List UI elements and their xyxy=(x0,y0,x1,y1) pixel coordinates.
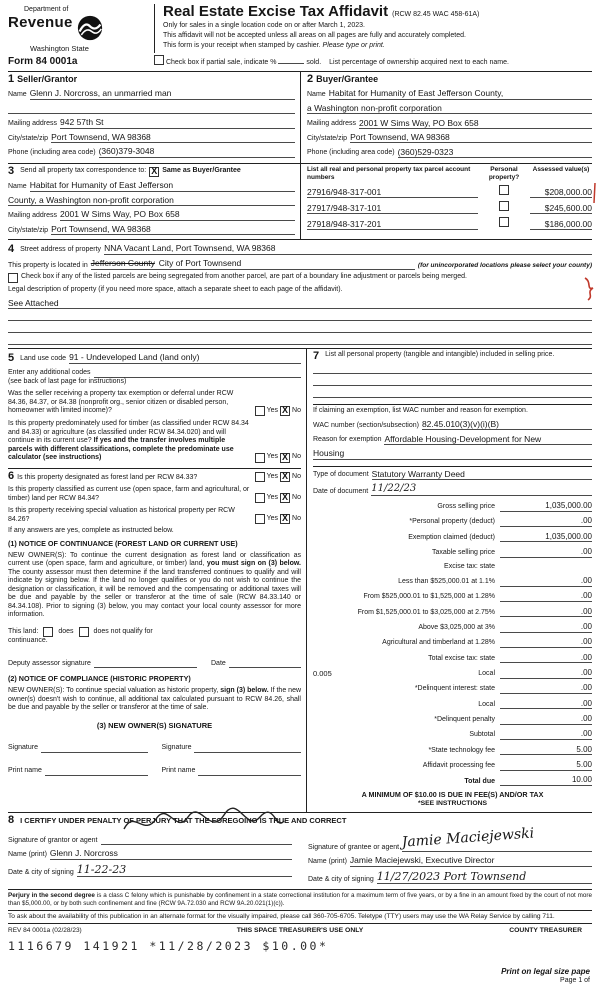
yes-label: Yes xyxy=(266,472,279,480)
tax-correspondence-section xyxy=(8,164,300,239)
buyer-section-number: 2 xyxy=(307,72,314,85)
personal-property-blank-line[interactable] xyxy=(313,386,592,398)
certification-section xyxy=(8,812,592,884)
continuance-qualify-row xyxy=(8,627,301,637)
buyer-mailing-value[interactable]: 2001 W Sims Way, PO Box 658 xyxy=(359,118,592,129)
revenue-wordmark: Revenue xyxy=(8,13,73,31)
seller-section xyxy=(8,72,300,163)
grantee-signature: Jamie Maciejewski xyxy=(401,825,535,851)
tax-label: Local xyxy=(478,700,495,708)
tax-row-delinquent-interest-state xyxy=(313,683,592,694)
assessor-signature-row xyxy=(8,657,301,668)
deferral-yes-checkbox[interactable] xyxy=(255,406,265,416)
tax-value[interactable]: 1,035,000.00 xyxy=(500,501,592,512)
rev-number: REV 84 0001a (02/28/23) xyxy=(8,926,82,934)
no-label: No xyxy=(292,406,301,414)
county-treasurer-label: COUNTY TREASURER xyxy=(509,926,582,934)
corr-city-label: City/state/zip xyxy=(8,226,49,234)
tax-value[interactable]: .00 xyxy=(500,653,592,664)
owner-print-name-row xyxy=(8,765,301,776)
forest-yes-no xyxy=(255,472,301,482)
tax-value[interactable]: .00 xyxy=(500,622,592,633)
tax-value[interactable]: .00 xyxy=(500,637,592,648)
subheader-row xyxy=(8,55,592,71)
tax-value[interactable]: .00 xyxy=(500,576,592,587)
local-rate: 0.005 xyxy=(313,669,332,679)
parcel-table xyxy=(300,164,592,239)
land-use-section xyxy=(8,352,301,462)
form-number: Form 84 0001a xyxy=(8,55,78,67)
tax-value xyxy=(500,562,592,571)
tax-row-delinquent-interest-local xyxy=(313,699,592,710)
tax-value[interactable]: 1,035,000.00 xyxy=(500,532,592,543)
seller-phone-label: Phone (including area code) xyxy=(8,149,96,157)
note-single-location: Only for sales in a single location code on or after March 1, 2023. xyxy=(163,22,365,29)
if-yes-note: If any answers are yes, complete as instructed below. xyxy=(8,527,174,535)
grantor-signature-label: Signature of grantor or agent xyxy=(8,836,98,844)
tax-row-total-state xyxy=(313,653,592,664)
wac-number-value[interactable]: 82.45.010(3)(v)(i)(B) xyxy=(422,419,592,430)
page-title-text: Real Estate Excise Tax Affidavit xyxy=(163,3,389,20)
tax-label: Less than $525,000.01 at 1.1% xyxy=(398,578,495,586)
section4-number: 4 xyxy=(8,242,15,255)
legal-description-blank-line[interactable] xyxy=(8,333,592,345)
corr-mailing-value[interactable]: 2001 W Sims Way, PO Box 658 xyxy=(60,209,295,220)
parcel-table-header xyxy=(307,166,592,182)
deputy-assessor-signature-field[interactable] xyxy=(94,657,197,668)
owner-print-name-field[interactable] xyxy=(45,765,148,776)
assessed-value[interactable]: $245,600.00 xyxy=(530,203,592,214)
tax-label: Affidavit processing fee xyxy=(422,762,495,770)
parcel-row xyxy=(307,201,592,214)
see-instructions-note: *SEE INSTRUCTIONS xyxy=(417,799,488,807)
tax-value[interactable]: 5.00 xyxy=(500,760,592,771)
section3-intro: Send all property tax correspondence to: xyxy=(20,167,147,175)
right-column xyxy=(307,349,592,812)
historic-no-checkbox[interactable] xyxy=(280,514,290,524)
tax-row-total-due xyxy=(313,775,592,786)
accessibility-notice: To ask about the availability of this publication in an alternate format for the visually impaired, please call 360-705-6705. Teletype (TTY) users may use the WA Relay Service by calling 711. xyxy=(8,912,555,920)
forest-question-text: Is this property designated as forest land per RCW 84.33? xyxy=(17,473,198,481)
legal-description-blank-line[interactable] xyxy=(8,309,592,321)
street-address-value[interactable]: NNA Vacant Land, Port Townsend, WA 98368 xyxy=(104,243,592,254)
cashier-stamp: 1116679 141921 *11/28/2023 $10.00* xyxy=(8,938,329,953)
no-label: No xyxy=(292,472,301,480)
partial-sale-label: Check box if partial sale, indicate % xyxy=(165,59,277,67)
personal-property-checkbox[interactable] xyxy=(499,185,509,195)
seller-city-value[interactable]: Port Townsend, WA 98368 xyxy=(51,132,295,143)
title-block xyxy=(154,4,592,53)
tax-label: Total excise tax: state xyxy=(428,654,495,662)
grantor-print-name-label: Name (print) xyxy=(8,851,47,859)
yes-label: Yes xyxy=(266,406,279,414)
tax-value[interactable]: .00 xyxy=(500,516,592,527)
seller-name-extra-line[interactable] xyxy=(8,103,295,114)
tax-row-technology-fee xyxy=(313,745,592,756)
treasurer-divider xyxy=(8,923,592,924)
exemption-divider xyxy=(313,404,592,405)
tax-label: Excise tax: state xyxy=(444,562,495,570)
type-or-print-note: Please type or print. xyxy=(322,42,385,50)
tax-row-agricultural xyxy=(313,637,592,648)
tax-row-subtotal xyxy=(313,729,592,740)
grantee-print-name-value[interactable]: Jamie Maciejewski, Executive Director xyxy=(350,855,592,866)
grantee-print-name-label: Name (print) xyxy=(308,858,347,866)
land-use-code-value[interactable]: 91 - Undeveloped Land (land only) xyxy=(69,352,301,363)
segregated-label: Check box if any of the listed parcels are being segregated from another parcel, are part of a boundary line adjustment or parcels being merged. xyxy=(21,273,467,281)
buyer-city-label: City/state/zip xyxy=(307,134,348,142)
tax-label: Agricultural and timberland at 1.28% xyxy=(382,639,495,647)
same-as-buyer-label: Same as Buyer/Grantee xyxy=(162,167,241,175)
unincorporated-note: (for unincorporated locations please select your county) xyxy=(417,262,592,270)
does-not-label: does not qualify for xyxy=(93,627,153,635)
parcel-number[interactable]: 27916/948-317-001 xyxy=(307,187,478,198)
seller-name-label: Name xyxy=(8,91,27,99)
located-in-value[interactable] xyxy=(91,258,415,271)
additional-codes-label: Enter any additional codes xyxy=(8,369,91,377)
wac-number-label: WAC number (section/subsection) xyxy=(313,421,419,429)
legal-description-blank-line[interactable] xyxy=(8,321,592,333)
partial-sale-group xyxy=(154,55,321,68)
tax-label: From $1,525,000.01 to $3,025,000 at 2.75% xyxy=(357,608,495,616)
document-type-value[interactable]: Statutory Warranty Deed xyxy=(372,469,592,480)
page-title xyxy=(163,4,592,21)
current-use-yes-no xyxy=(255,493,301,503)
timber-yes-no xyxy=(255,453,301,463)
tax-row-tier3 xyxy=(313,607,592,618)
owner-print-name-field[interactable] xyxy=(198,765,301,776)
tax-label: *Delinquent interest: state xyxy=(414,685,495,693)
section6-number: 6 xyxy=(8,469,15,482)
no-label: No xyxy=(292,515,301,523)
document-date-value[interactable]: 11/22/23 xyxy=(371,483,592,496)
current-use-no-checkbox[interactable] xyxy=(280,493,290,503)
grantee-signature-field[interactable] xyxy=(401,825,592,852)
corr-name-label: Name xyxy=(8,183,27,191)
owner-signature-field[interactable] xyxy=(194,742,301,753)
buyer-mailing-label: Mailing address xyxy=(307,120,357,128)
tax-computation-block xyxy=(313,469,592,809)
perjury-lead: Perjury in the second degree xyxy=(8,892,95,900)
notice-compliance-title: (2) NOTICE OF COMPLIANCE (HISTORIC PROPERTY) xyxy=(8,674,191,684)
note-not-accepted: This affidavit will not be accepted unless all areas on all pages are fully and accurately completed. xyxy=(163,32,466,40)
same-as-buyer-checkbox[interactable] xyxy=(149,167,159,177)
tax-label: From $525,000.01 to $1,525,000 at 1.28% xyxy=(363,593,495,601)
buyer-phone-value[interactable]: (360)529-0323 xyxy=(398,147,592,158)
main-columns xyxy=(8,348,592,812)
owner-print-name-label: Print name xyxy=(161,767,196,775)
parcel-row xyxy=(307,185,592,198)
additional-codes-note: (see back of last page for instructions) xyxy=(8,377,127,385)
deferral-yes-no xyxy=(255,406,301,416)
exemption-reason-value[interactable]: Affordable Housing-Development for New xyxy=(384,434,592,445)
partial-sale-sold-label: sold. xyxy=(306,59,322,67)
washington-state-label: Washington State xyxy=(30,44,89,54)
exemption-reason-label: Reason for exemption xyxy=(313,436,382,444)
forest-question xyxy=(8,471,251,483)
notice1-pre: NEW OWNER(S): To continue the current designation as forest land or classification as current use (open space, farm and agriculture, or timber) land, xyxy=(8,551,301,568)
does-not-qualify-checkbox[interactable] xyxy=(79,627,89,637)
does-qualify-checkbox[interactable] xyxy=(43,627,53,637)
tax-correspondence-row xyxy=(8,163,592,239)
timber-yes-checkbox[interactable] xyxy=(255,453,265,463)
yes-label: Yes xyxy=(266,494,279,501)
notice2-pre: NEW OWNER(S): To continue special valuation as historic property, xyxy=(8,687,219,695)
parties-row xyxy=(8,71,592,163)
department-of-label: Department of xyxy=(24,6,69,13)
tax-row-delinquent-penalty xyxy=(313,714,592,725)
legal-description-label: Legal description of property (if you need more space, attach a separate sheet to each page of the affidavit). xyxy=(8,286,343,294)
tax-label: Exemption claimed (deduct) xyxy=(408,533,495,541)
no-label: No xyxy=(292,453,301,461)
seller-mailing-value[interactable]: 942 57th St xyxy=(60,117,295,128)
property-location-section xyxy=(8,239,592,348)
deferral-question: Was the seller receiving a property tax exemption or deferral under RCW 84.36, 84.37, or 84.38 (nonprofit org., senior citizen or disabled person, homeowner with limited income)? xyxy=(8,390,234,415)
seller-mailing-label: Mailing address xyxy=(8,120,58,128)
deputy-assessor-signature-label: Deputy assessor signature xyxy=(8,659,91,667)
owner-signature-field[interactable] xyxy=(41,742,148,753)
section6-divider xyxy=(8,468,301,469)
corr-city-value[interactable]: Port Townsend, WA 98368 xyxy=(51,224,295,235)
revenue-logo-icon xyxy=(77,15,103,45)
tax-value[interactable]: .00 xyxy=(500,607,592,618)
section7-number: 7 xyxy=(313,350,320,363)
notice1-bold: you must sign on (3) below. xyxy=(206,560,301,568)
tax-label: *State technology fee xyxy=(428,746,495,754)
timber-question-text: Is this property predominately used for timber (as classified under RCW 84.34 and 84.33) or agriculture (as classified under RCW 84.34.020) and will continue in its current use? xyxy=(8,420,249,445)
grantee-certification xyxy=(308,825,592,884)
notice-continuance-title: (1) NOTICE OF CONTINUANCE (FOREST LAND OR CURRENT USE) xyxy=(8,538,238,548)
additional-codes-value[interactable] xyxy=(94,367,302,378)
assessed-value[interactable]: $208,000.00 xyxy=(530,187,592,198)
owner-signature-label: Signature xyxy=(8,744,38,752)
personal-property-blank-line[interactable] xyxy=(313,374,592,386)
parcel-number[interactable]: 27918/948-317-201 xyxy=(307,219,478,230)
current-use-question: Is this property classified as current use (open space, farm and agricultural, or timber) land per RCW 84.34? xyxy=(8,486,250,502)
perjury-rest: is a class C felony which is punishable by confinement in a state correctional institution for a maximum term of five years, or by a fine in an amount fixed by the court of not more than $5,000.00, or by both such confinement and fine (RCW 9A.72.030 and RCW 9A.20.021(1)(c)). xyxy=(8,892,593,907)
buyer-city-value[interactable]: Port Townsend, WA 98368 xyxy=(350,132,592,143)
tax-block-divider xyxy=(313,466,592,467)
does-label: does xyxy=(58,627,74,635)
tax-value[interactable]: 10.00 xyxy=(500,775,592,786)
parcel-row xyxy=(307,217,592,230)
tax-value[interactable]: .00 xyxy=(500,668,592,679)
grantor-signature-field[interactable] xyxy=(101,834,292,845)
notice-continuance-body xyxy=(8,552,301,620)
historic-yes-checkbox[interactable] xyxy=(255,514,265,524)
timber-no-checkbox[interactable] xyxy=(280,453,290,463)
tax-row-gross xyxy=(313,501,592,512)
form-header xyxy=(8,4,592,53)
tax-row-taxable xyxy=(313,547,592,558)
tax-label: *Delinquent penalty xyxy=(434,716,495,724)
tax-row-personal-deduct xyxy=(313,516,592,527)
notice2-post: If the new owner(s) doesn't wish to continue, all additional tax calculated pursuant to RCW 84.26, shall be due and payable by the seller or transferor at the time of sale. xyxy=(8,687,302,712)
parcel-column-header: List all real and personal property tax parcel account numbers xyxy=(307,166,471,181)
forest-no-checkbox[interactable] xyxy=(280,472,290,482)
deferral-no-checkbox[interactable] xyxy=(280,406,290,416)
buyer-phone-label: Phone (including area code) xyxy=(307,149,395,157)
tax-value[interactable]: .00 xyxy=(500,729,592,740)
corr-mailing-label: Mailing address xyxy=(8,212,58,220)
personal-property-checkbox[interactable] xyxy=(499,201,509,211)
tax-row-tier1 xyxy=(313,576,592,587)
tax-row-tier4 xyxy=(313,622,592,633)
note-receipt-text: This form is your receipt when stamped by cashier. xyxy=(163,42,321,50)
seller-phone-value[interactable]: (360)379-3048 xyxy=(99,146,295,157)
tax-value[interactable]: .00 xyxy=(500,699,592,710)
land-use-code-label: Land use code xyxy=(20,355,67,363)
owner-signature-label: Signature xyxy=(161,744,192,752)
exemption-section xyxy=(313,407,592,459)
corr-name-value[interactable]: Habitat for Humanity of East Jefferson xyxy=(30,180,295,191)
parcel-number[interactable]: 27917/948-317-101 xyxy=(307,203,478,214)
assessor-date-label: Date xyxy=(211,659,226,667)
agency-block xyxy=(8,4,154,53)
owner-print-name-label: Print name xyxy=(8,767,42,775)
seller-city-label: City/state/zip xyxy=(8,134,49,142)
buyer-name-value-line2[interactable]: a Washington non-profit corporation xyxy=(307,103,592,114)
ownership-note: List percentage of ownership acquired next to each name. xyxy=(329,59,509,67)
forest-yes-checkbox[interactable] xyxy=(255,472,265,482)
tax-label: Total due xyxy=(464,777,495,785)
grantor-certification xyxy=(8,828,292,884)
grantor-print-name-value[interactable]: Glenn J. Norcross xyxy=(50,848,292,859)
tax-label: Gross selling price xyxy=(437,503,495,511)
seller-section-number: 1 xyxy=(8,72,15,85)
treasurer-space-label: THIS SPACE TREASURER'S USE ONLY xyxy=(236,926,364,934)
segregated-checkbox[interactable] xyxy=(8,273,18,283)
assessed-value[interactable]: $186,000.00 xyxy=(530,219,592,230)
section5-number: 5 xyxy=(8,351,15,364)
personal-property-label: List all personal property (tangible and intangible) included in selling price. xyxy=(325,351,555,359)
buyer-section-title: Buyer/Grantee xyxy=(316,73,379,84)
personal-property-column-header: Personal property? xyxy=(488,166,520,181)
tax-value[interactable]: .00 xyxy=(500,547,592,558)
perjury-notice xyxy=(8,892,592,907)
tax-value[interactable]: 5.00 xyxy=(500,745,592,756)
tax-row-excise-header xyxy=(313,562,592,571)
buyer-name-label: Name xyxy=(307,91,326,99)
continuance-label: continuance. xyxy=(8,636,48,644)
corr-name-value-line2[interactable]: County, a Washington non-profit corporation xyxy=(8,195,295,206)
partial-sale-percent-field[interactable] xyxy=(278,55,304,64)
tax-value[interactable]: .00 xyxy=(500,591,592,602)
tax-label: *Personal property (deduct) xyxy=(409,518,495,526)
section8-number: 8 xyxy=(8,814,15,827)
buyer-section xyxy=(300,72,592,163)
notice1-post: The county assessor must then determine if the land transferred continues to qualify and will indicate by signing below. If the land no longer qualifies or you do not wish to continue the designation or classification, it will be removed and the compensating or additional taxes will be due and payable by the seller or transferor at the time of sale (RCW 84.33.140 or 84.34.108). Prior to signing (3) below, you may contact your local county assessor for more information. xyxy=(8,568,301,619)
tax-label: Subtotal xyxy=(469,731,495,739)
document-type-label: Type of document xyxy=(313,471,369,479)
owner-signature-row xyxy=(8,742,301,753)
yes-label: Yes xyxy=(266,515,279,523)
new-owners-signature-title: (3) NEW OWNER(S) SIGNATURE xyxy=(96,720,213,730)
grantor-date-city-label: Date & city of signing xyxy=(8,868,74,876)
this-land-label: This land: xyxy=(8,627,39,635)
historic-yes-no xyxy=(255,514,301,524)
notice-compliance-body xyxy=(8,687,301,713)
section3-number: 3 xyxy=(8,165,15,177)
tax-label: Taxable selling price xyxy=(431,549,495,557)
footer-divider xyxy=(8,889,592,890)
tax-row-processing-fee xyxy=(313,760,592,771)
timber-question xyxy=(8,420,251,463)
exemption-reason-value-line2[interactable]: Housing xyxy=(313,448,592,459)
personal-property-checkbox[interactable] xyxy=(499,217,509,227)
grantee-date-city-value[interactable]: 11/27/2023 Port Townsend xyxy=(377,870,592,884)
partial-sale-checkbox[interactable] xyxy=(154,55,164,65)
tax-row-exemption-deduct xyxy=(313,532,592,543)
grantee-signature-label: Signature of grantee or agent xyxy=(308,843,400,851)
legal-description-value[interactable]: See Attached xyxy=(8,298,592,309)
assessor-date-field[interactable] xyxy=(229,657,301,668)
title-rcw-ref: (RCW 82.45 WAC 458-61A) xyxy=(392,11,480,18)
located-city-value: City of Port Townsend xyxy=(158,257,242,268)
designation-section xyxy=(8,471,301,776)
tax-row-tier2 xyxy=(313,591,592,602)
document-date-label: Date of document xyxy=(313,487,369,495)
tax-label: Above $3,025,000 at 3% xyxy=(418,624,495,632)
exemption-intro: If claiming an exemption, list WAC number and reason for exemption. xyxy=(313,407,528,415)
grantee-date-city-label: Date & city of signing xyxy=(308,875,374,883)
legal-size-note: Print on legal size pape xyxy=(501,966,590,976)
personal-property-section xyxy=(313,351,592,398)
located-in-label: This property is located in xyxy=(8,261,88,269)
seller-name-value[interactable]: Glenn J. Norcross, an unmarried man xyxy=(30,88,295,99)
street-address-label: Street address of property xyxy=(20,246,102,254)
tax-row-local xyxy=(313,668,592,679)
no-label: No xyxy=(292,494,301,501)
tax-value[interactable]: .00 xyxy=(500,683,592,694)
personal-property-blank-line[interactable] xyxy=(313,362,592,374)
certify-statement: I CERTIFY UNDER PENALTY OF PERJURY THAT THE FOREGOING IS TRUE AND CORRECT xyxy=(20,816,347,826)
note-receipt xyxy=(163,42,592,51)
print-note-block xyxy=(501,967,590,986)
historic-question: Is this property receiving special valuation as historical property per RCW 84.26? xyxy=(8,507,235,523)
page-number: Page 1 of xyxy=(560,977,590,985)
current-use-yes-checkbox[interactable] xyxy=(255,493,265,503)
left-column xyxy=(8,349,307,812)
tax-value[interactable]: .00 xyxy=(500,714,592,725)
notice2-bold: sign (3) below. xyxy=(220,687,269,695)
assessed-value-column-header: Assessed value(s) xyxy=(532,166,590,173)
seller-section-title: Seller/Grantor xyxy=(17,73,78,84)
grantor-date-city-value[interactable]: 11-22-23 xyxy=(77,863,292,877)
tax-label: Local xyxy=(478,670,495,678)
timber-question-bold: If yes and the transfer involves multiple parcels with different classifications, complete the predominate use calculator (see instructions) xyxy=(8,437,234,462)
accessibility-divider xyxy=(8,910,592,911)
treasurer-row xyxy=(8,927,592,935)
yes-label: Yes xyxy=(266,453,279,461)
red-pen-mark xyxy=(591,182,599,208)
located-strikethrough: Jefferson County xyxy=(90,257,155,268)
buyer-name-value[interactable]: Habitat for Humanity of East Jefferson County, xyxy=(329,88,592,99)
minimum-due-note: A MINIMUM OF $10.00 IS DUE IN FEE(S) AND/OR TAX xyxy=(361,790,544,800)
